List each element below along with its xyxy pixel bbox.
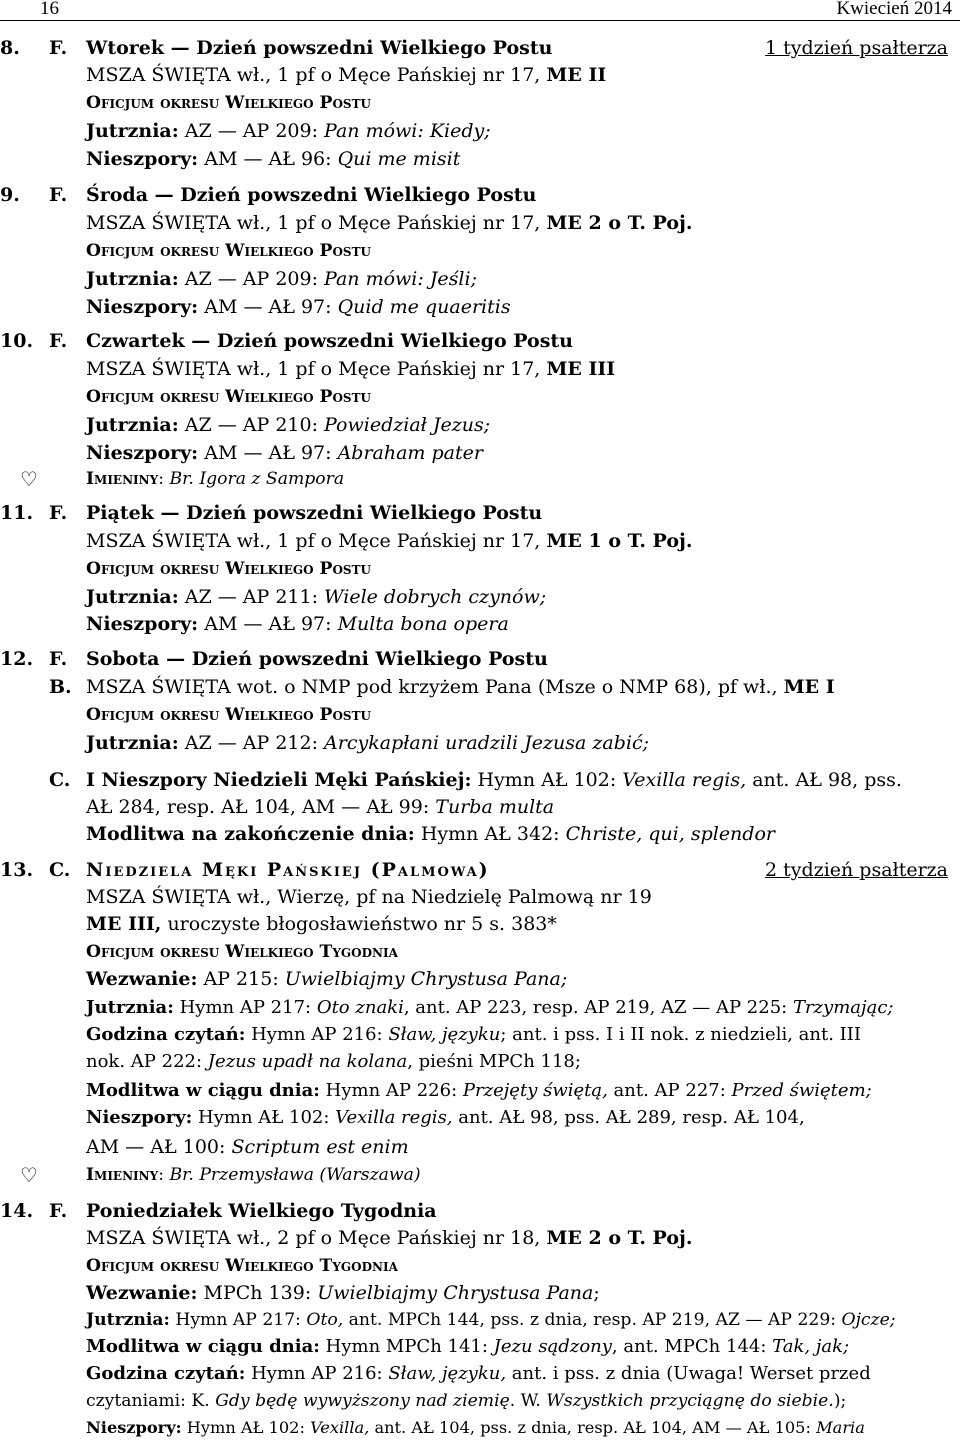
compline-line: Modlitwa na zakończenie dnia: Hymn AŁ 342: Christe, qui, splendor <box>86 823 775 845</box>
day-number: 10. <box>0 330 34 352</box>
day-number: 12. <box>0 648 34 670</box>
mass-line: MSZA ŚWIĘTA wł., 1 pf o Męce Pańskiej nr 17, ME 1 o T. Poj. <box>86 530 693 552</box>
liturgical-letter: F. <box>49 37 68 59</box>
day-title: Sobota — Dzień powszedni Wielkiego Postu <box>86 648 548 670</box>
heart-icon: ♡ <box>20 1163 38 1187</box>
office-heading: Oficjum okresu Wielkiego Postu <box>86 93 371 113</box>
vespers-line: Nieszpory: Hymn AŁ 102: Vexilla regis, ant. AŁ 98, pss. AŁ 289, resp. AŁ 104, <box>86 1107 805 1128</box>
vespers-line: Nieszpory: AM — AŁ 97: Abraham pater <box>86 442 483 464</box>
readings-line-2: czytaniami: K. Gdy będę wywyższony nad ziemię. W. Wszystkich przyciągnę do siebie.); <box>86 1391 847 1411</box>
page-number: 16 <box>40 0 59 19</box>
day-title: Piątek — Dzień powszedni Wielkiego Postu <box>86 502 543 524</box>
first-vespers-line: I Nieszpory Niedzieli Męki Pańskiej: Hymn AŁ 102: Vexilla regis, ant. AŁ 98, pss. <box>86 769 902 791</box>
vespers-line: Nieszpory: AM — AŁ 97: Quid me quaeritis <box>86 296 511 318</box>
readings-line: Godzina czytań: Hymn AP 216: Sław, języku; ant. i pss. I i II nok. z niedzieli, ant. III <box>86 1024 861 1045</box>
readings-line: Godzina czytań: Hymn AP 216: Sław, języku, ant. i pss. z dnia (Uwaga! Werset przed <box>86 1363 871 1384</box>
vespers-line: Nieszpory: Hymn AŁ 102: Vexilla, ant. AŁ 104, pss. z dnia, resp. AŁ 104, AM — AŁ 105: Maria <box>86 1418 865 1437</box>
daytime-prayer-line: Modlitwa w ciągu dnia: Hymn AP 226: Przejęty świętą, ant. AP 227: Przed świętem; <box>86 1080 872 1101</box>
mass-line: MSZA ŚWIĘTA wł., 1 pf o Męce Pańskiej nr 17, ME III <box>86 358 616 380</box>
day-number: 14. <box>0 1200 34 1222</box>
readings-line-2: nok. AP 222: Jezus upadł na kolana, pieśni MPCh 118; <box>86 1051 581 1072</box>
office-heading: Oficjum okresu Wielkiego Postu <box>86 387 371 407</box>
lauds-line: Jutrznia: AZ — AP 209: Pan mówi: Kiedy; <box>86 120 491 142</box>
day-title: Niedziela Męki Pańskiej (Palmowa) <box>86 859 490 881</box>
header-rule <box>0 20 960 21</box>
lauds-line: Jutrznia: Hymn AP 217: Oto znaki, ant. AP 223, resp. AP 219, AZ — AP 225: Trzymając; <box>86 997 894 1018</box>
psalter-week: 1 tydzień psałterza <box>765 37 948 59</box>
psalter-week: 2 tydzień psałterza <box>765 859 948 881</box>
invitatory-line: Wezwanie: MPCh 139: Uwielbiajmy Chrystusa Pana; <box>86 1282 600 1304</box>
name-day-line: Imieniny: Br. Igora z Sampora <box>86 469 345 489</box>
office-heading: Oficjum okresu Wielkiego Tygodnia <box>86 942 398 962</box>
vespers-line-2: AM — AŁ 100: Scriptum est enim <box>86 1136 409 1158</box>
header-month-year: Kwiecień 2014 <box>836 0 952 19</box>
day-number: 8. <box>0 37 20 59</box>
day-title: Poniedziałek Wielkiego Tygodnia <box>86 1200 437 1222</box>
daytime-prayer-line: Modlitwa w ciągu dnia: Hymn MPCh 141: Jezu sądzony, ant. MPCh 144: Tak, jak; <box>86 1336 850 1357</box>
office-heading: Oficjum okresu Wielkiego Postu <box>86 705 371 725</box>
heart-icon: ♡ <box>20 467 38 491</box>
lauds-line: Jutrznia: AZ — AP 210: Powiedział Jezus; <box>86 414 491 436</box>
first-vespers-line-2: AŁ 284, resp. AŁ 104, AM — AŁ 99: Turba multa <box>86 796 555 818</box>
liturgical-letter: F. <box>49 330 68 352</box>
invitatory-line: Wezwanie: AP 215: Uwielbiajmy Chrystusa Pana; <box>86 968 568 990</box>
liturgical-letter: C. <box>49 859 71 881</box>
liturgical-letter: F. <box>49 648 68 670</box>
lauds-line: Jutrznia: Hymn AP 217: Oto, ant. MPCh 144, pss. z dnia, resp. AP 219, AZ — AP 229: Ojcze; <box>86 1310 896 1330</box>
mass-line: MSZA ŚWIĘTA wł., 2 pf o Męce Pańskiej nr 18, ME 2 o T. Poj. <box>86 1227 693 1249</box>
liturgical-letter: F. <box>49 1200 68 1222</box>
liturgical-letter: F. <box>49 502 68 524</box>
vespers-line: Nieszpory: AM — AŁ 96: Qui me misit <box>86 148 461 170</box>
liturgical-letter-b: B. <box>49 676 72 698</box>
day-number: 11. <box>0 502 34 524</box>
lauds-line: Jutrznia: AZ — AP 212: Arcykapłani uradzili Jezusa zabić; <box>86 732 650 754</box>
liturgical-letter: F. <box>49 184 68 206</box>
office-heading: Oficjum okresu Wielkiego Postu <box>86 559 371 579</box>
day-title: Czwartek — Dzień powszedni Wielkiego Postu <box>86 330 573 352</box>
liturgical-letter-c: C. <box>49 769 71 791</box>
day-title: Środa — Dzień powszedni Wielkiego Postu <box>86 184 537 206</box>
mass-line: MSZA ŚWIĘTA wł., Wierzę, pf na Niedzielę Palmową nr 19 <box>86 886 652 908</box>
mass-line-2: ME III, uroczyste błogosławieństwo nr 5 s. 383* <box>86 913 557 935</box>
day-title: Wtorek — Dzień powszedni Wielkiego Postu <box>86 37 553 59</box>
day-number: 9. <box>0 184 20 206</box>
mass-line: MSZA ŚWIĘTA wł., 1 pf o Męce Pańskiej nr 17, ME II <box>86 64 607 86</box>
lauds-line: Jutrznia: AZ — AP 209: Pan mówi: Jeśli; <box>86 268 477 290</box>
mass-line: MSZA ŚWIĘTA wot. o NMP pod krzyżem Pana (Msze o NMP 68), pf wł., ME I <box>86 676 835 698</box>
vespers-line: Nieszpory: AM — AŁ 97: Multa bona opera <box>86 613 509 635</box>
office-heading: Oficjum okresu Wielkiego Postu <box>86 241 371 261</box>
mass-line: MSZA ŚWIĘTA wł., 1 pf o Męce Pańskiej nr 17, ME 2 o T. Poj. <box>86 212 693 234</box>
office-heading: Oficjum okresu Wielkiego Tygodnia <box>86 1256 398 1276</box>
lauds-line: Jutrznia: AZ — AP 211: Wiele dobrych czynów; <box>86 586 547 608</box>
name-day-line: Imieniny: Br. Przemysława (Warszawa) <box>86 1165 421 1185</box>
day-number: 13. <box>0 859 34 881</box>
